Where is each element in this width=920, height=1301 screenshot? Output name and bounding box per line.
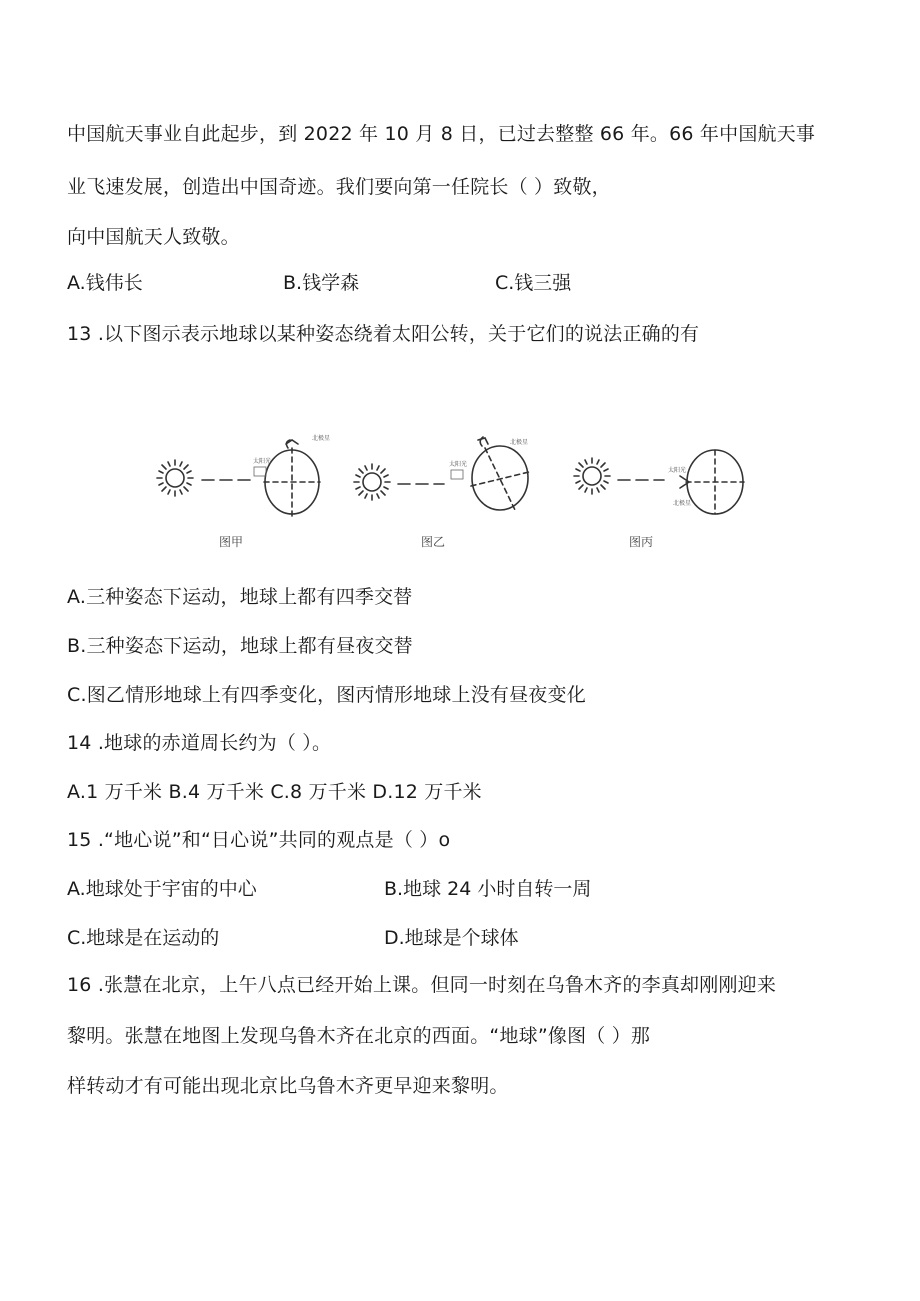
q12-line-3: 向中国航天人致敬。 (67, 226, 240, 248)
q12-line-2: 业飞速发展，创造出中国奇迹。我们要向第一任院长（ ）致敬， (67, 176, 611, 198)
q12-line-1: 中国航天事业自此起步，到 2022 年 10 月 8 日，已过去整整 66 年。66 年中国航天事 (67, 123, 816, 145)
q12-option-c: C.钱三强 (495, 272, 572, 294)
q16-line-2: 黎明。张慧在地图上发现乌鲁木齐在北京的西面。“地球”像图（ ）那 (67, 1025, 651, 1047)
label-sunlight-bing: 太阳光 (668, 467, 687, 474)
caption-jia: 图甲 (219, 535, 244, 549)
earth-icon-jia (264, 440, 320, 518)
q13-stem: 13 .以下图示表示地球以某种姿态绕着太阳公转，关于它们的说法正确的有 (67, 323, 700, 345)
q13-option-b: B.三种姿态下运动，地球上都有昼夜交替 (67, 635, 413, 657)
q12-option-a: A.钱伟长 (67, 272, 143, 294)
label-polaris-bing: 北极星 (673, 500, 692, 507)
q16-line-1: 16 .张慧在北京，上午八点已经开始上课。但同一时刻在乌鲁木齐的李真却刚刚迎来 (67, 974, 777, 996)
q14-stem: 14 .地球的赤道周长约为（ ）。 (67, 732, 332, 754)
caption-yi: 图乙 (421, 535, 446, 549)
sun-icon-jia (157, 460, 193, 496)
q14-options: A.1 万千米 B.4 万千米 C.8 万千米 D.12 万千米 (67, 781, 482, 803)
sun-earth-diagram (140, 430, 760, 560)
q15-option-c: C.地球是在运动的 (67, 927, 220, 949)
sun-icon-bing (574, 458, 610, 494)
q13-option-a: A.三种姿态下运动，地球上都有四季交替 (67, 586, 413, 608)
q15-stem: 15 .“地心说”和“日心说”共同的观点是（ ）o (67, 829, 451, 851)
caption-bing: 图丙 (629, 535, 654, 549)
earth-icon-yi (471, 437, 529, 510)
q15-option-b: B.地球 24 小时自转一周 (384, 878, 592, 900)
sun-icon-yi (354, 464, 390, 500)
q13-option-c: C.图乙情形地球上有四季变化，图丙情形地球上没有昼夜变化 (67, 684, 586, 706)
q12-option-b: B.钱学森 (283, 272, 360, 294)
label-polaris-jia: 北极星 (312, 435, 331, 442)
q13-figure (140, 430, 760, 560)
label-polaris-yi: 北极星 (510, 439, 529, 446)
label-sunlight-yi: 太阳光 (449, 461, 468, 468)
q16-line-3: 样转动才有可能出现北京比乌鲁木齐更早迎来黎明。 (67, 1075, 509, 1097)
label-sunlight-jia: 太阳光 (253, 458, 272, 465)
q15-option-a: A.地球处于宇宙的中心 (67, 878, 257, 900)
q15-option-d: D.地球是个球体 (384, 927, 519, 949)
